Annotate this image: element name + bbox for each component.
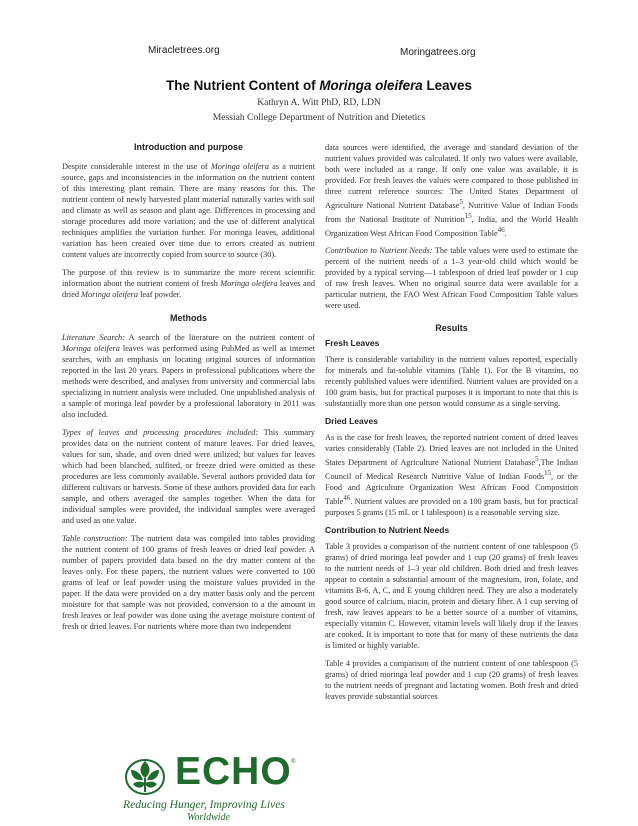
results-heading: Results bbox=[435, 323, 468, 334]
site-label-right: Moringatrees.org bbox=[400, 47, 476, 58]
dried-leaves-heading: Dried Leaves bbox=[325, 416, 378, 427]
intro-paragraph-1: Despite considerable interest in the use of Moringa oleifera as a nutrient source, gaps and inconsistencies in the information on the nutrient content of this interesting plant remain. There are many reasons for this. The nutrient content of newly harvested plant material naturally varies with soil and climate as well as season and plant age. Differences in processing and storage procedures add more variation; and the use of different analytical techniques amplifies the variation further. For moringa leaves, additional variation has been created over time due to errors created as nutrient content values are incorrectly copied from source to source (30). bbox=[62, 162, 316, 259]
right-column bbox=[325, 142, 578, 709]
contribution-paragraph-1: Table 3 provides a comparison of the nutrient content of one tablespoon (5 grams) of dried moringa leaf powder and 1 cup (20 grams) of fresh leaves to the nutrient needs of 1–3 year old children. Both dried and fresh leaves appear to contain a substantial amount of the magnesium, iron, folate, and vitamins B-6, A, C, and E young children need. They are also a moderately good source of calcium, niacin, protein and dietary fiber. A 1 cup serving of fresh, raw leaves appears to be a better source of a number of vitamins, especially vitamin C. However, vitamin levels will likely drop if the leaves are cooked. It is important to note that for many of these nutrients the data is limited or highly variable. bbox=[325, 541, 578, 650]
methods-continued-paragraph: data sources were identified, the average and standard deviation of the nutrient values provided was calculated. If only two values were available, both were included as a range. If only one value was available, it is provided. For fresh leaves the values were compared to those published in three current reference sources: The United States Department of Agriculture National Nutrient Database$^5$, Nutritive Value of Indian Foods from the National Institute of Nutrition$^{15}$, India, and the World Health Organization West African Food Composition Table$^{46}$. bbox=[325, 143, 578, 238]
author-line: Kathryn A. Witt PhD, RD, LDN bbox=[257, 97, 381, 108]
site-label-left: Miracletrees.org bbox=[148, 45, 220, 56]
methods-heading: Methods bbox=[170, 313, 207, 323]
literature-search-paragraph: Literature Search: A search of the literature on the nutrient content of Moringa oleifera leaves was performed using PubMed as well as internet searches, with an emphasis on locating original sources of information reported in the last 20 years. Papers in professional publications where the methods were described, and analyses from university and commercial labs specializing in nutrient analysis were included. One unpublished analysis of a sample of moringa leaf powder by a professional laboratory in 2011 was also included. bbox=[62, 333, 315, 419]
table-construction-paragraph: Table construction: The nutrient data was compiled into tables providing the nutrient content of 100 grams of fresh leaves or dried leaf powder. A number of papers provided data based on the dry matter content of the leaves only. For these papers, the nutrient values were converted to 100 grams of leaf or leaf powder using the moisture values provided in the paper. If the data were provided on a dry matter basis only and the percent moisture for that sample was not provided, conversion to a the amount in fresh leaves or leaf powder was done using the average moisture content of fresh or dried leaves. For nutrients where more than two independent bbox=[62, 534, 315, 631]
intro-paragraph-2: The purpose of this review is to summarize the more recent scientific information about the nutrient content of fresh Moringa oleifera leaves and dried Moringa oleifera leaf powder. bbox=[62, 268, 316, 299]
intro-heading: Introduction and purpose bbox=[134, 142, 243, 152]
leaf-types-paragraph: Types of leaves and processing procedures included: This summary provides data on the nutrient content of mature leaves. For dried leaves, values for sun, shade, and oven dried were utilized; but values for leaves which had been blanched, sulfited, or freeze dried were omitted as these procedures are less commonly available. Several authors provided data for different cultivars or harvests. Some of these authors provided data for each sample, and others averaged the samples together. When the data for individual samples were provided, the individual samples were averaged and used as one value. bbox=[62, 428, 315, 525]
contribution-paragraph-2: Table 4 provides a comparison of the nutrient content of one tablespoon (5 grams) of dried moringa leaf powder and 1 cup (20 grams) of fresh leaves to the nutrient needs of pregnant and lactating women. Both fresh and dried leaves provide substantial sources bbox=[325, 658, 578, 701]
contribution-method-paragraph: Contribution to Nutrient Needs: The table values were used to estimate the percent of the nutrient needs of a 1–3 year-old child which would be provided by a typical serving—1 tablespoon of dried leaf powder or 1 cup of raw fresh leaves. When no original source data were available for a particular nutrient, the FAO West African Food Composition Table values were used. bbox=[325, 246, 578, 311]
logo-tagline-worldwide: Worldwide bbox=[187, 812, 230, 823]
left-column bbox=[62, 142, 315, 639]
contribution-heading: Contribution to Nutrient Needs bbox=[325, 524, 450, 535]
fresh-leaves-paragraph: There is considerable variability in the nutrient values reported, especially for minerals and fat-soluble vitamins (Table 1). For the B vitamins, no recently published values were identified. Nutrient values are provided on a 100 gram basis, but for practical purposes it is important to note that this is substantially more than one person would consume as a single serving. bbox=[325, 355, 578, 409]
logo-tagline: Reducing Hunger, Improving Lives bbox=[123, 798, 285, 811]
fresh-leaves-heading: Fresh Leaves bbox=[325, 338, 380, 349]
echo-leaf-logo-icon bbox=[121, 756, 169, 796]
echo-logo bbox=[121, 750, 296, 823]
department-line: Messiah College Department of Nutrition and Dietetics bbox=[212, 112, 426, 123]
dried-leaves-paragraph: As is the case for fresh leaves, the reported nutrient content of dried leaves varies considerably (Table 2). Dried leaves are not included in the United States Department of Agriculture National Nutrient Database$^5$,The Indian Council of Medical Research Nutritive Value of Indian Foods$^{15}$, or the Food and Agriculture Organization West African Food Composition Table$^{46}$. Nutrient values are provided on a 100 gram basis, but for practical purposes 5 grams (15 mL or 1 tablespoon) is a reasonable serving size. bbox=[325, 433, 578, 517]
echo-wordmark: ECHO bbox=[175, 750, 292, 793]
registered-mark: ® bbox=[291, 759, 296, 765]
paper-title: The Nutrient Content of Moringa oleifera Leaves bbox=[166, 78, 472, 93]
